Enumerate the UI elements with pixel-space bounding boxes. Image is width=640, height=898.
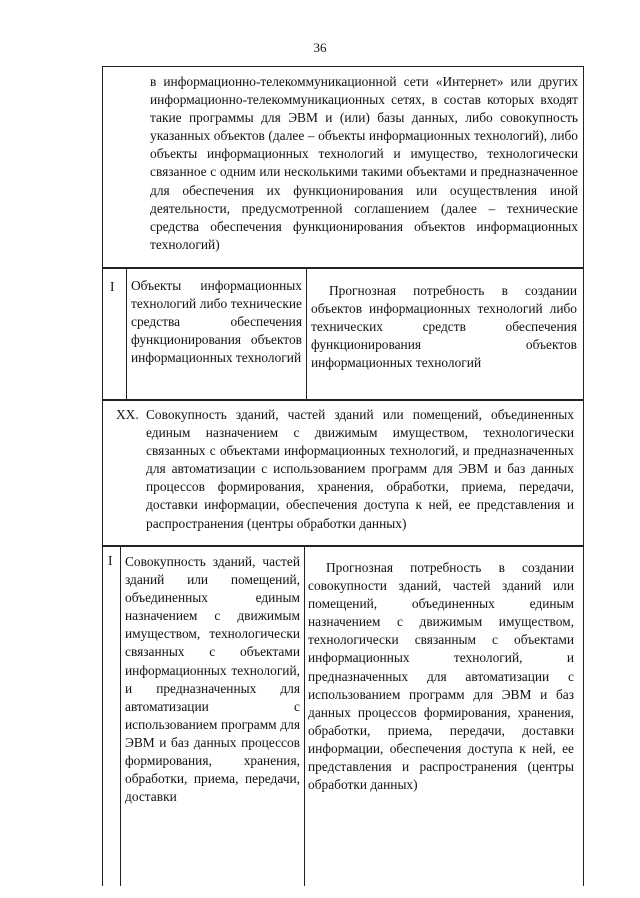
row2-divider-left — [120, 546, 121, 886]
row1-divider-right — [306, 268, 307, 400]
page-number: 36 — [313, 40, 327, 55]
row2-description: Прогнозная потребность в создании совокупности зданий, частей зданий или помещений, объединенных единым назначением с движимым имуществом, технологически связанным с объектами информационных технологий, и предназначенных для автоматизации с использованием программ для ЭВМ и баз данных процессов формирования, хранения, обработки, приема, передачи, доставки информации, обеспечения доступа к ней, ее представления и распространения (центры обработки данных) — [308, 560, 574, 793]
section-xx-title: Совокупность зданий, частей зданий или помещений, объединенных единым назначением с движимым имуществом, технологически связанных с объектами информационных технологий, и предназначенных для автоматизации с использованием программ для ЭВМ и баз данных процессов формирования, хранения, обработки, приема, передачи, доставки информации, обеспечения доступа к ней, ее представления и распространения (центры обработки данных) — [146, 407, 574, 531]
row2-divider-right — [304, 546, 305, 886]
row1-number: I — [110, 279, 115, 294]
row1-description: Прогнозная потребность в создании объектов информационных технологий либо технических средств обеспечения функционирования объектов информационных технологий — [311, 283, 577, 371]
section-xx-number: XX. — [116, 407, 139, 422]
continuation-text: в информационно-телекоммуникационной сети «Интернет» или других информационно-телекоммуникационных сетях, в состав которых входят такие программы для ЭВМ и (или) базы данных, либо совокупность указанных объектов (далее – объекты информационных технологий), либо объекты информационных технологий и имущество, технологически связанное с одним или несколькими такими объектами и предназначенное для обеспечения их функционирования или осуществления иной деятельности, предусмотренной соглашением (далее – технические средства обеспечения функционирования объектов информационных технологий) — [150, 74, 578, 252]
row1-divider-left — [126, 268, 127, 400]
row1-object: Объекты информационных технологий либо технические средства обеспечения функционирования объектов информационных технологий — [131, 278, 302, 366]
row2-object: Совокупность зданий, частей зданий или помещений, объединенных единым назначением с движимым имуществом, технологически связанных с объектами информационных технологий, и предназначенных для автоматизации с использованием программ для ЭВМ и баз данных процессов формирования, хранения, обработки, приема, передачи, доставки — [125, 554, 300, 805]
row2-number: I — [108, 553, 113, 568]
